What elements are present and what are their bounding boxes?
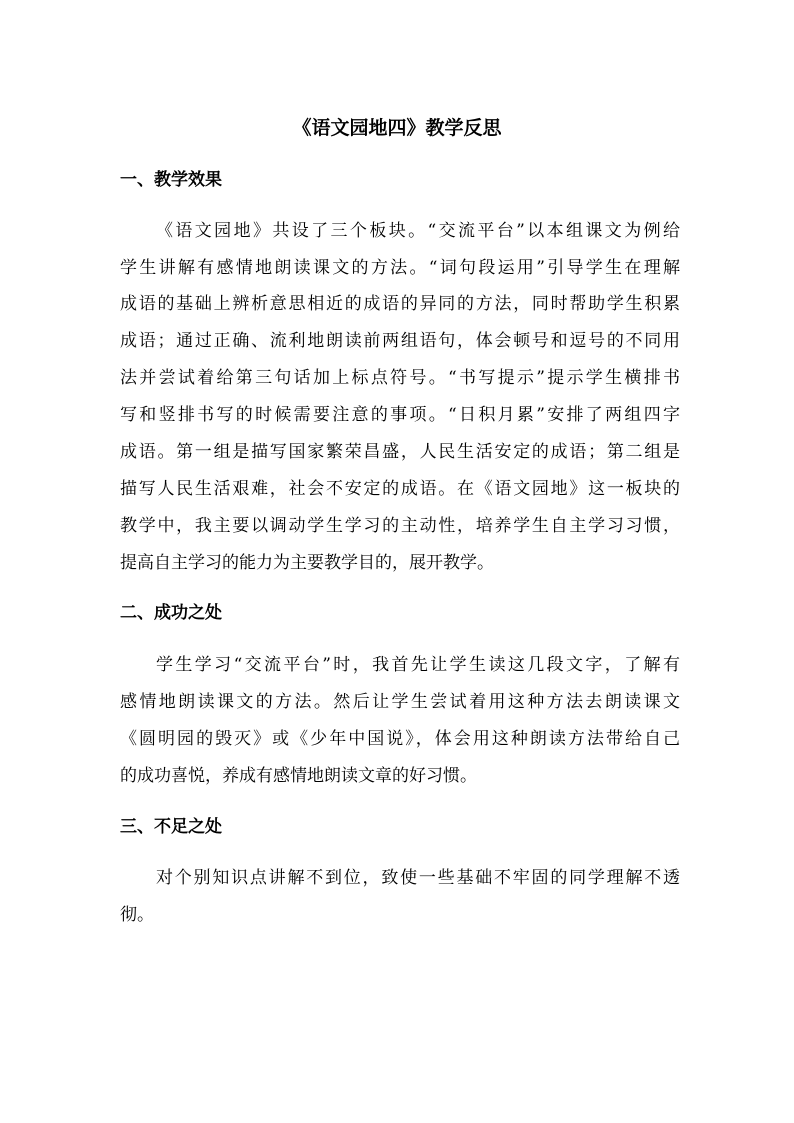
paragraph-line: 法并尝试着给第三句话加上标点符号。“书写提示”提示学生横排书: [120, 368, 680, 388]
section-heading-success: 二、成功之处: [120, 603, 222, 623]
section-heading-shortcomings: 三、不足之处: [120, 817, 222, 837]
paragraph-line: 描写人民生活艰难，社会不安定的成语。在《语文园地》这一板块的: [120, 479, 680, 499]
paragraph-line: 学生讲解有感情地朗读课文的方法。“词句段运用”引导学生在理解: [120, 258, 680, 278]
paragraph-line: 对个别知识点讲解不到位，致使一些基础不牢固的同学理解不透: [156, 868, 680, 888]
paragraph-line: 《圆明园的毁灭》或《少年中国说》，体会用这种朗读方法带给自己: [120, 729, 680, 749]
paragraph-line: 感情地朗读课文的方法。然后让学生尝试着用这种方法去朗读课文: [120, 692, 680, 712]
paragraph-line: 写和竖排书写的时候需要注意的事项。“日积月累”安排了两组四字: [120, 405, 680, 425]
paragraph-line: 《语文园地》共设了三个板块。“交流平台”以本组课文为例给: [156, 221, 680, 241]
paragraph-line: 的成功喜悦，养成有感情地朗读文章的好习惯。: [120, 766, 477, 786]
paragraph-line: 教学中，我主要以调动学生学习的主动性，培养学生自主学习习惯，: [120, 516, 680, 536]
paragraph-line: 彻。: [120, 905, 154, 925]
paragraph-line: 成语的基础上辨析意思相近的成语的异同的方法，同时帮助学生积累: [120, 294, 680, 314]
document-title: 《语文园地四》教学反思: [292, 117, 502, 139]
paragraph-line: 提高自主学习的能力为主要教学目的，展开教学。: [120, 553, 494, 573]
section-heading-teaching-effect: 一、教学效果: [120, 170, 222, 190]
paragraph-line: 学生学习“交流平台”时，我首先让学生读这几段文字，了解有: [156, 655, 680, 675]
paragraph-line: 成语。第一组是描写国家繁荣昌盛，人民生活安定的成语；第二组是: [120, 442, 680, 462]
paragraph-line: 成语；通过正确、流利地朗读前两组语句，体会顿号和逗号的不同用: [120, 331, 680, 351]
